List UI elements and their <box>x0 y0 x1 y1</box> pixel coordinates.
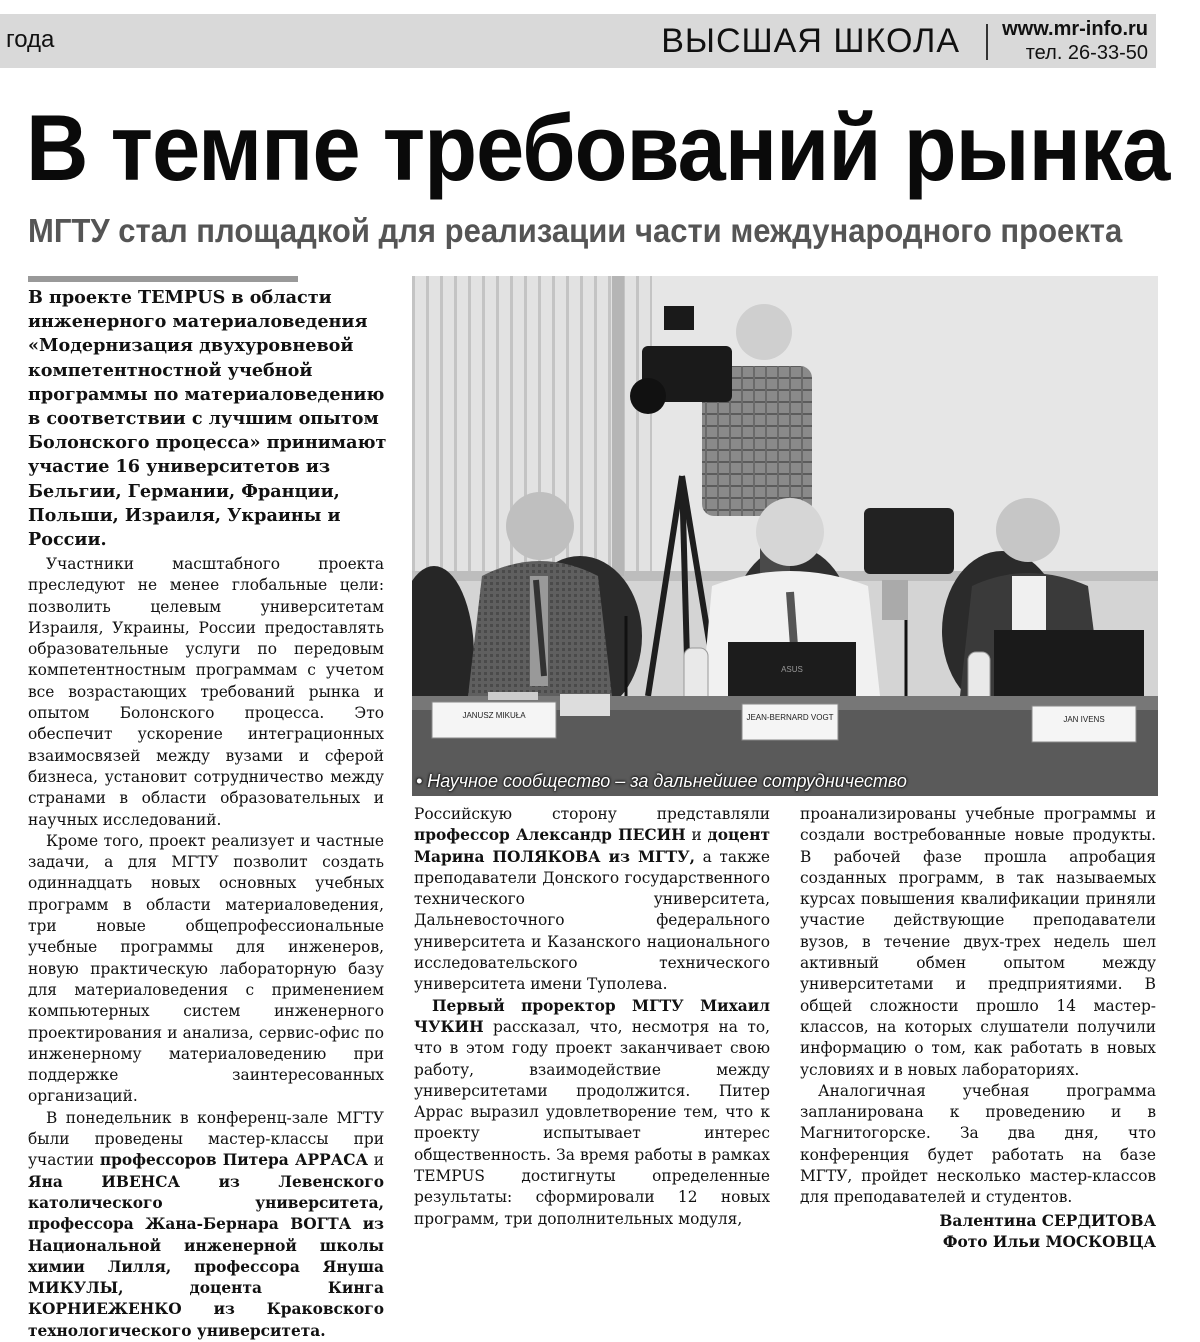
paragraph-3-bold-participants: Яна ИВЕНСА из Левенского католического университета, профессора Жана-Бернара ВОГТА из Национальной инженерной школы химии Лилля, профессора Януша МИКУЛЫ, доцента Кинга КОРНИЕЖЕНКО из Краковского технологического университета. <box>28 1172 384 1340</box>
article-subtitle: МГТУ стал площадкой для реализации части международного проекта <box>28 212 1123 249</box>
conference-photo-illustration <box>412 276 1158 796</box>
phone-number: тел. 26-33-50 <box>1025 42 1148 64</box>
site-url[interactable]: www.mr-info.ru <box>1002 18 1148 40</box>
paragraph-3-bold-arras: профессоров Питера АРРАСА <box>99 1151 368 1170</box>
paragraph-3 <box>28 1108 384 1342</box>
article-column-2 <box>414 804 770 1230</box>
paragraph-3-text-2: Российскую сторону представляли <box>414 805 770 823</box>
paragraph-3-text: В понедельник в конференц-зале МГТУ были проведены мастер-классы при участии <box>28 1108 384 1170</box>
header-left-text: года <box>6 26 55 53</box>
nameplate-3: JAN IVENS <box>1063 715 1105 724</box>
paragraph-4-text: рассказал, что, несмотря на то, что в этом году проект заканчивает свою работу, взаимодействие между университетами продолжится. Питер Аррас выразил удовлетворение тем, что к проекту испытывает интерес общественность. За время работы в рамках TEMPUS достигнуты определенные результаты: сформировали 12 новых программ, три дополнительных модуля, <box>414 1017 770 1228</box>
author-byline: Валентина СЕРДИТОВА <box>939 1211 1156 1230</box>
paragraph-3-bold-polyakova: доцент Марина ПОЛЯКОВА из МГТУ, <box>414 826 771 866</box>
photo-caption: • Научное сообщество – за дальнейшее сотрудничество <box>416 771 907 791</box>
paragraph-3-continued <box>414 804 770 996</box>
page-header-bar <box>0 14 1156 68</box>
photo-credit: Фото Ильи МОСКОВЦА <box>942 1232 1156 1251</box>
paragraph-3-conj: и <box>367 1151 385 1170</box>
article-lead: В проекте TEMPUS в области инженерного материаловедения «Модернизация двухуровневой компетентностной учебной программы по материаловедению в соответствии с лучшим опытом Болонского процесса» принимают участие 16 университетов из Бельгии, Германии, Франции, Польши, Израиля, Украины и России. <box>28 287 387 551</box>
paragraph-4 <box>414 996 770 1230</box>
paragraph-3-bold-pesin: профессор Александр ПЕСИН <box>414 826 686 845</box>
paragraph-5: Аналогичная учебная программа запланирована к проведению и в Магнитогорске. За два дня, что конференция будет работать на базе МГТУ, пройдет несколько мастер-классов для преподавателей и студентов. <box>800 1081 1156 1207</box>
article-photo <box>412 276 1158 796</box>
paragraph-1: Участники масштабного проекта преследуют не менее глобальные цели: позволить целевым университетам Израиля, Украины, России предоставлять образовательные услуги по передовым компетентностным программам с учетом все возрастающих требований рынка и опытом Болонского процесса. Это обеспечит ускорение интеграционных взаимосвязей между вузами и сферой бизнеса, установит сотрудничество между странами в области образовательных и научных исследований. <box>28 555 384 829</box>
nameplate-1: JANUSZ MIKUŁA <box>462 711 526 720</box>
nameplate-2: JEAN-BERNARD VOGT <box>746 713 834 722</box>
laptop-brand-text: ASUS <box>781 665 803 674</box>
lead-accent-bar <box>28 276 298 282</box>
article-headline: В темпе требований рынка <box>26 95 1170 200</box>
header-divider <box>986 24 988 60</box>
article-column-3 <box>800 804 1156 1253</box>
article-column-1 <box>28 554 384 1342</box>
paragraph-4-bold-chukin: Первый проректор МГТУ Михаил ЧУКИН <box>414 996 770 1036</box>
paragraph-2: Кроме того, проект реализует и частные задачи, а для МГТУ позволит создать одиннадцать новых основных учебных программ в области материаловедения, три новые общепрофессиональные учебные программы для инженеров, новую практическую лабораторную базу для материаловедения с применением компьютерных систем инженерного проектирования и анализа, сервис-офис по инженерному материаловедению при поддержке заинтересованных организаций. <box>28 831 384 1106</box>
paragraph-3-conj-2: и <box>685 826 708 845</box>
section-title: ВЫСШАЯ ШКОЛА <box>661 22 960 60</box>
paragraph-4-continued: проанализированы учебные программы и создали востребованные новые продукты. В рабочей фазе прошла апробация созданных программ, в так называемых курсах повышения квалификации приняли участие действующие преподаватели вузов, в течение двух-трех недель шел активный обмен опытом между университетами и предприятиями. В общей сложности прошло 14 мастер-классов, на которых слушатели получили информацию о том, как работать в новых условиях и в новых лабораториях. <box>800 805 1156 1079</box>
paragraph-3-text-3: а также преподаватели Донского государственного технического университета, Дальневосточного федерального университета и Казанского национального исследовательского технического университета имени Туполева. <box>414 847 770 994</box>
